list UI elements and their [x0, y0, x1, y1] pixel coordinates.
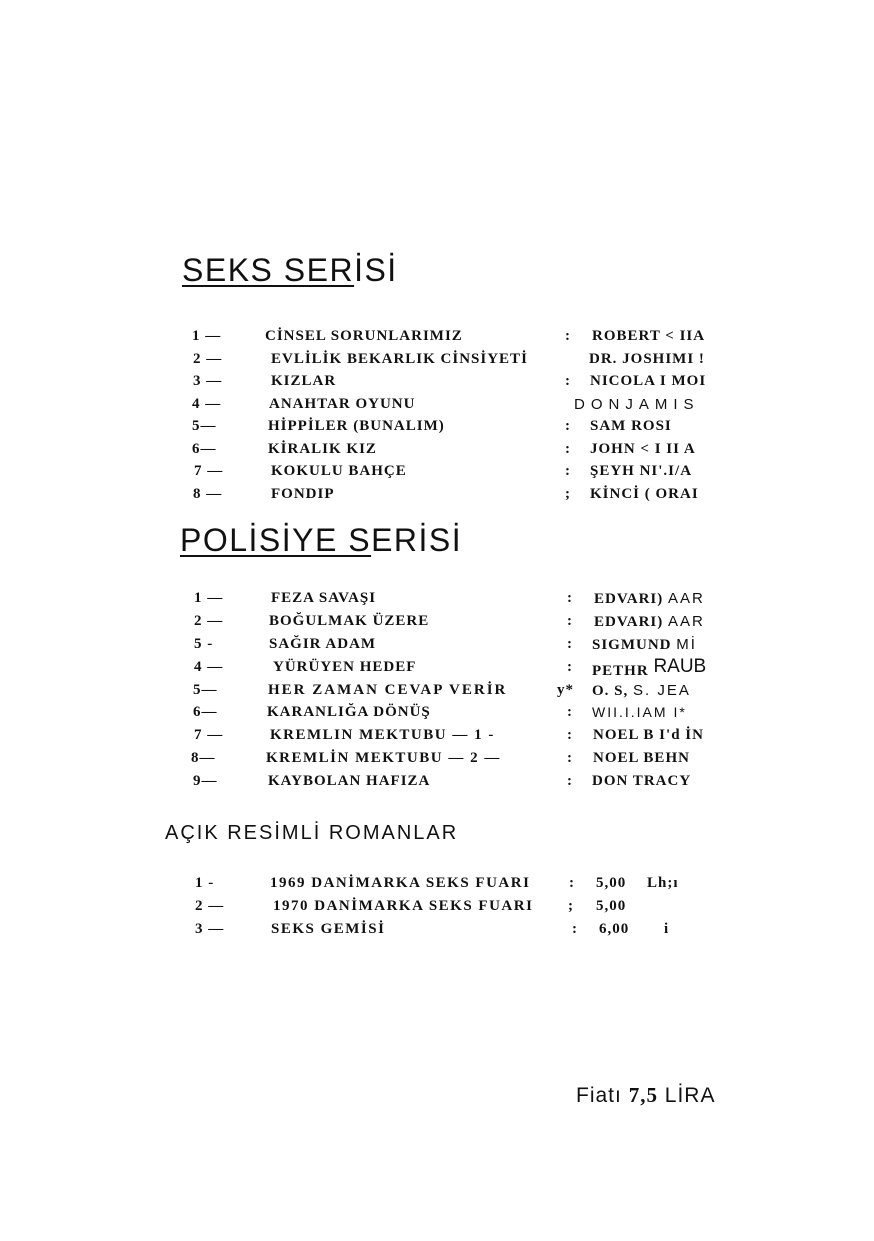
- item-price: 5,00: [596, 875, 627, 891]
- item-price: 6,00: [599, 921, 630, 937]
- item-separator: :: [569, 875, 575, 891]
- heading-underlined-part: POLİSİYE S: [180, 522, 372, 558]
- item-author: NICOLA I MOI: [590, 373, 707, 389]
- list-item: [0, 898, 874, 920]
- item-number: 1 —: [192, 328, 222, 344]
- item-title: KİRALIK KIZ: [268, 441, 377, 457]
- item-title: FONDIP: [271, 486, 335, 502]
- list-item: [0, 727, 874, 749]
- item-title: ANAHTAR OYUNU: [269, 396, 416, 412]
- item-number: 5 -: [194, 636, 214, 652]
- item-separator: :: [572, 921, 578, 937]
- section-heading-seks: [182, 252, 398, 289]
- item-title: YÜRÜYEN HEDEF: [273, 659, 417, 675]
- list-item: [0, 351, 874, 373]
- item-author: [592, 704, 687, 722]
- item-title: KAYBOLAN HAFIZA: [268, 773, 431, 789]
- item-separator: :: [567, 613, 573, 629]
- list-item: [0, 875, 874, 897]
- list-item: [0, 750, 874, 772]
- author-rest-part: WII.I.IAM I*: [592, 704, 687, 720]
- item-number: 8—: [191, 750, 216, 766]
- list-item: [0, 921, 874, 943]
- list-item: [0, 656, 874, 681]
- list-item: [0, 441, 874, 463]
- item-title: FEZA SAVAŞI: [271, 590, 377, 606]
- item-separator: :: [565, 441, 571, 457]
- item-author: ROBERT < IIA: [592, 328, 706, 344]
- author-bold-part: DON TRACY: [592, 773, 692, 789]
- item-separator: ;: [565, 486, 571, 502]
- item-extra: i: [664, 921, 670, 937]
- item-title: KREMLİN MEKTUBU — 2 —: [266, 750, 501, 766]
- item-number: 2 —: [193, 351, 223, 367]
- item-number: 3 —: [195, 921, 225, 937]
- item-title: KOKULU BAHÇE: [271, 463, 407, 479]
- item-title: KARANLIĞA DÖNÜŞ: [267, 704, 431, 720]
- item-author: [592, 636, 697, 654]
- item-separator: :: [567, 773, 573, 789]
- item-author: [592, 656, 707, 681]
- list-item: [0, 590, 874, 612]
- item-author: DR. JOSHIMI !: [589, 351, 705, 367]
- author-bold-part: EDVARI): [594, 591, 664, 607]
- item-separator: :: [567, 750, 573, 766]
- author-rest-part: S. JEA: [633, 682, 691, 699]
- price-unit: LİRA: [664, 1084, 716, 1107]
- item-title: HİPPİLER (BUNALIM): [268, 418, 445, 434]
- author-rest-part: RAUB: [653, 656, 707, 677]
- list-item: [0, 613, 874, 635]
- item-title: HER ZAMAN CEVAP VERİR: [268, 682, 508, 698]
- author-rest-part: Mİ: [676, 636, 697, 653]
- price-label: Fiatı: [576, 1084, 622, 1107]
- list-item: [0, 418, 874, 440]
- item-title: 1969 DANİMARKA SEKS FUARI: [270, 875, 531, 891]
- author-bold-part: EDVARI): [594, 614, 664, 630]
- author-rest-part: AAR: [667, 613, 705, 630]
- item-author: DONJAMIS: [574, 396, 700, 413]
- author-bold-part: NOEL B I'd İN: [593, 727, 704, 743]
- heading-rest-part: İSİ: [354, 252, 398, 288]
- item-author: [594, 590, 705, 608]
- list-item: [0, 463, 874, 485]
- item-author: [593, 727, 704, 744]
- item-number: 9—: [193, 773, 218, 789]
- item-author: [592, 682, 691, 700]
- author-bold-part: O. S,: [592, 683, 629, 699]
- item-number: 1 -: [195, 875, 215, 891]
- item-number: 1 —: [194, 590, 224, 606]
- item-author: KİNCİ ( ORAI: [590, 486, 699, 502]
- item-number: 2 —: [194, 613, 224, 629]
- item-author: [593, 750, 690, 767]
- list-item: [0, 396, 874, 418]
- item-extra: Lh;ı: [647, 875, 679, 891]
- section-heading-polisiye: [180, 522, 462, 559]
- item-separator: :: [565, 418, 571, 434]
- item-number: 2 —: [195, 898, 225, 914]
- item-number: 7 —: [194, 727, 224, 743]
- item-number: 6—: [192, 441, 217, 457]
- item-title: 1970 DANİMARKA SEKS FUARI: [273, 898, 534, 914]
- price-value: 7,5: [628, 1083, 658, 1107]
- item-title: CİNSEL SORUNLARIMIZ: [265, 328, 463, 344]
- list-item: [0, 486, 874, 508]
- section-heading-resimli: AÇIK RESİMLİ ROMANLAR: [165, 822, 459, 844]
- author-rest-part: AAR: [667, 590, 705, 607]
- price-footer: [576, 1083, 715, 1108]
- item-separator: :: [565, 328, 571, 344]
- item-author: JOHN < I II A: [590, 441, 696, 457]
- item-number: 5—: [192, 418, 217, 434]
- item-separator: :: [567, 590, 573, 606]
- item-author: ŞEYH NI'.I/A: [590, 463, 693, 479]
- item-number: 5—: [193, 682, 218, 698]
- item-separator: :: [567, 659, 573, 675]
- author-bold-part: NOEL BEHN: [593, 750, 690, 766]
- list-item: [0, 636, 874, 658]
- item-separator: :: [565, 463, 571, 479]
- item-number: 4 —: [194, 659, 224, 675]
- item-number: 8 —: [193, 486, 223, 502]
- item-number: 3 —: [193, 373, 223, 389]
- list-item: [0, 328, 874, 350]
- item-title: BOĞULMAK ÜZERE: [269, 613, 430, 629]
- item-separator: :: [567, 727, 573, 743]
- item-title: KREMLIN MEKTUBU — 1 -: [270, 727, 495, 743]
- list-item: [0, 373, 874, 395]
- item-number: 6—: [193, 704, 218, 720]
- author-bold-part: SIGMUND: [592, 637, 672, 653]
- list-item: [0, 682, 874, 704]
- heading-rest-part: ERİSİ: [371, 522, 463, 558]
- item-separator: ;: [568, 898, 574, 914]
- item-author: [592, 773, 691, 790]
- list-item: [0, 704, 874, 726]
- item-price: 5,00: [596, 898, 627, 914]
- author-bold-part: PETHR: [592, 663, 649, 679]
- item-separator: :: [567, 704, 573, 720]
- item-separator: :: [567, 636, 573, 652]
- item-author: [594, 613, 705, 631]
- item-title: EVLİLİK BEKARLIK CİNSİYETİ: [271, 351, 528, 367]
- item-author: SAM ROSI: [590, 418, 672, 434]
- item-separator: y*: [557, 682, 574, 698]
- item-title: SAĞIR ADAM: [269, 636, 377, 652]
- item-title: SEKS GEMİSİ: [271, 921, 386, 937]
- item-separator: :: [565, 373, 571, 389]
- list-item: [0, 773, 874, 795]
- item-number: 4 —: [192, 396, 222, 412]
- item-number: 7 —: [194, 463, 224, 479]
- heading-underlined-part: SEKS SER: [182, 252, 355, 288]
- item-title: KIZLAR: [271, 373, 337, 389]
